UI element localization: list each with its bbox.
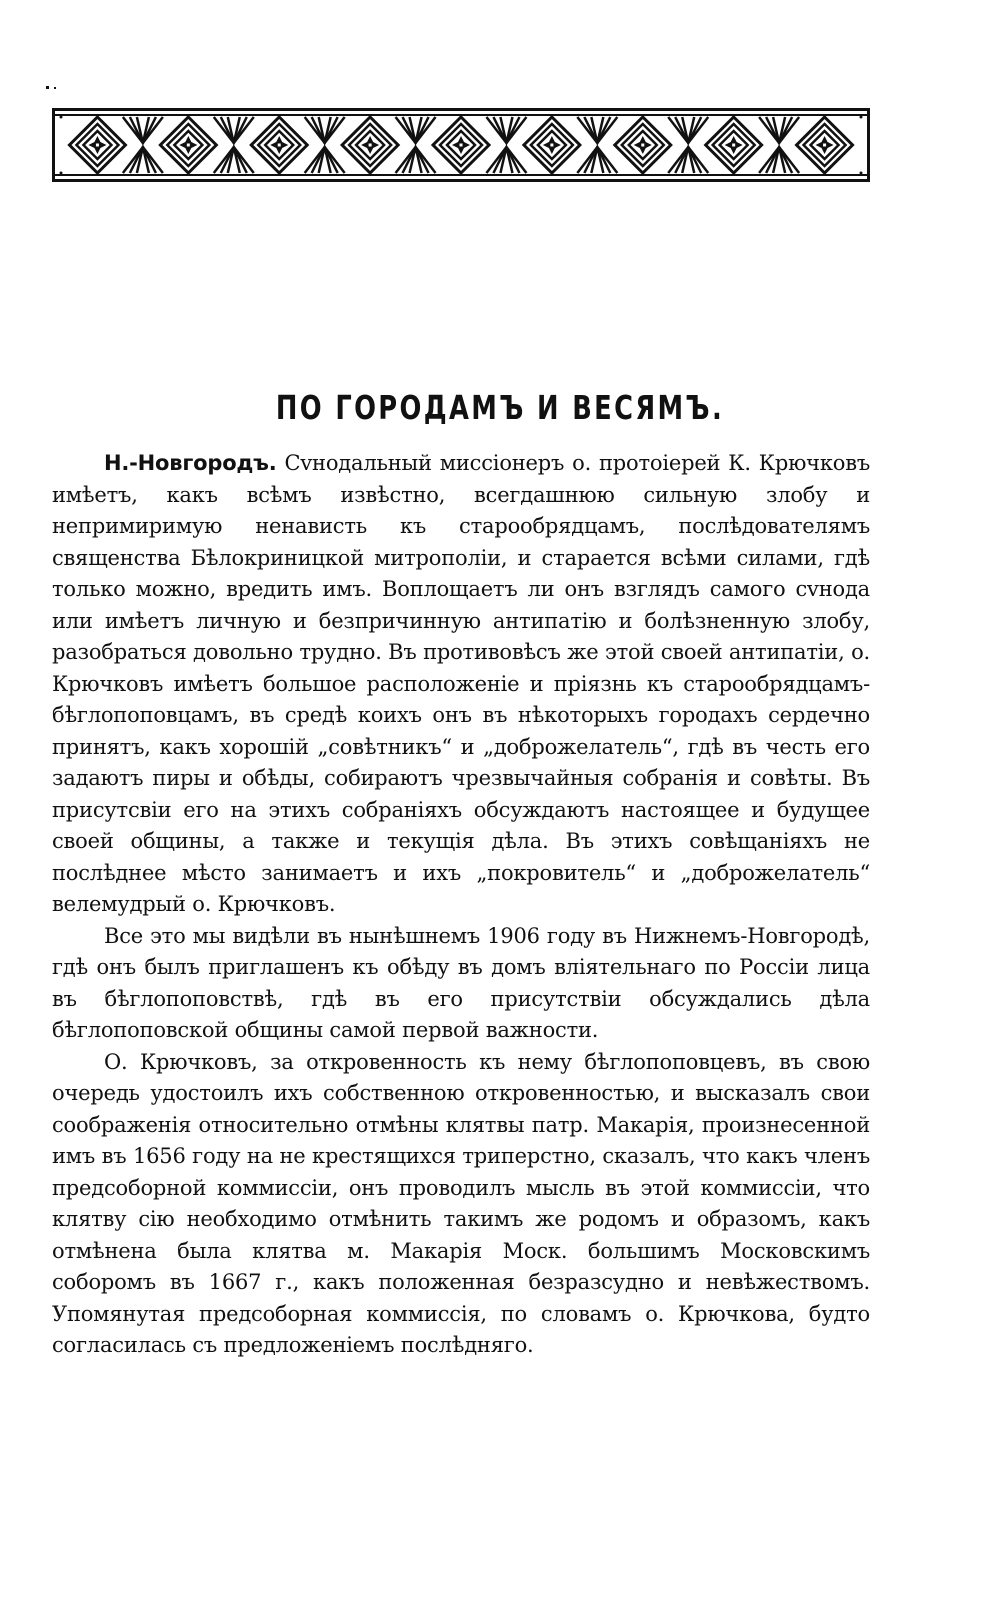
ornament-shape	[278, 144, 281, 147]
ornament-shape	[460, 144, 463, 147]
paragraph-2-text: Все это мы видѣли въ нынѣшнемъ 1906 году въ Нижнемъ-Новгородѣ, гдѣ онъ былъ приглашенъ къ обѣду въ домъ вліятельнаго по Россіи лица въ бѣглопоповствѣ, гдѣ въ его присутствіи обсуждались дѣла бѣглопоповской общины самой первой важности.	[52, 923, 870, 1042]
place-name: Н.-Новгородъ.	[104, 451, 277, 475]
ornament-shape	[860, 172, 863, 175]
ornamental-header-band	[52, 108, 870, 182]
ornament-pattern	[52, 108, 870, 182]
article-body	[52, 448, 870, 1362]
paragraph-1-text: Сvнодальный миссіонеръ о. протоіерей К. Крючковъ имѣетъ, какъ всѣмъ извѣстно, всегдашнюю сильную злобу и непримиримую ненависть къ старообрядцамъ, послѣдователямъ священства Бѣлокриницкой митрополіи, и старается всѣми силами, гдѣ только можно, вредить имъ. Воплощаетъ ли онъ взглядъ самого сvнода или имѣетъ личную и безпричинную антипатію и болѣзненную злобу, разобраться довольно трудно. Въ противовѣсъ же этой своей антипатіи, о. Крючковъ имѣетъ большое расположеніе и пріязнь къ старообрядцамъ-бѣглопоповцамъ, въ средѣ коихъ онъ въ нѣкоторыхъ городахъ сердечно принятъ, какъ хорошій „совѣтникъ“ и „доброжелатель“, гдѣ въ честь его задаютъ пиры и обѣды, собираютъ чрезвычайныя собранія и совѣты. Въ присутсвіи его на этихъ собраніяхъ обсуждаютъ настоящее и будущее своей общины, а также и текущія дѣла. Въ этихъ совѣщаніяхъ не послѣднее мѣсто занимаетъ и ихъ „покровитель“ и „доброжелатель“ велемудрый о. Крючковъ.	[52, 451, 870, 916]
ornament-shape	[641, 144, 644, 147]
ornament-shape	[187, 144, 190, 147]
ornament-shape	[732, 144, 735, 147]
paragraph-3	[52, 1047, 870, 1362]
ornament-shape	[96, 144, 99, 147]
ornament-shape	[823, 144, 826, 147]
paragraph-2	[52, 921, 870, 1047]
section-title: ПО ГОРОДАМЪ И ВЕСЯМЪ.	[275, 388, 725, 427]
ornament-shape	[60, 116, 63, 119]
print-speck	[46, 86, 60, 90]
ornament-shape	[550, 144, 553, 147]
ornament-shape	[369, 144, 372, 147]
paragraph-1	[52, 448, 870, 921]
paragraph-3-text: О. Крючковъ, за откровенность къ нему бѣглопоповцевъ, въ свою очередь удостоилъ ихъ собственною откровенностью, и высказалъ свои соображенія относительно отмѣны клятвы патр. Макарія, произнесенной имъ въ 1656 году на не крестящихся триперстно, сказалъ, что какъ членъ предсоборной коммиссіи, онъ проводилъ мысль въ этой коммиссіи, что клятву сію необходимо отмѣнить такимъ же родомъ и образомъ, какъ отмѣнена была клятва м. Макарія Моск. большимъ Московскимъ соборомъ въ 1667 г., какъ положенная безразсудно и невѣжествомъ. Упомянутая предсоборная коммиссія, по словамъ о. Крючкова, будто согласилась съ предложеніемъ послѣдняго.	[52, 1049, 870, 1357]
ornament-shape	[860, 116, 863, 119]
ornament-shape	[60, 172, 63, 175]
